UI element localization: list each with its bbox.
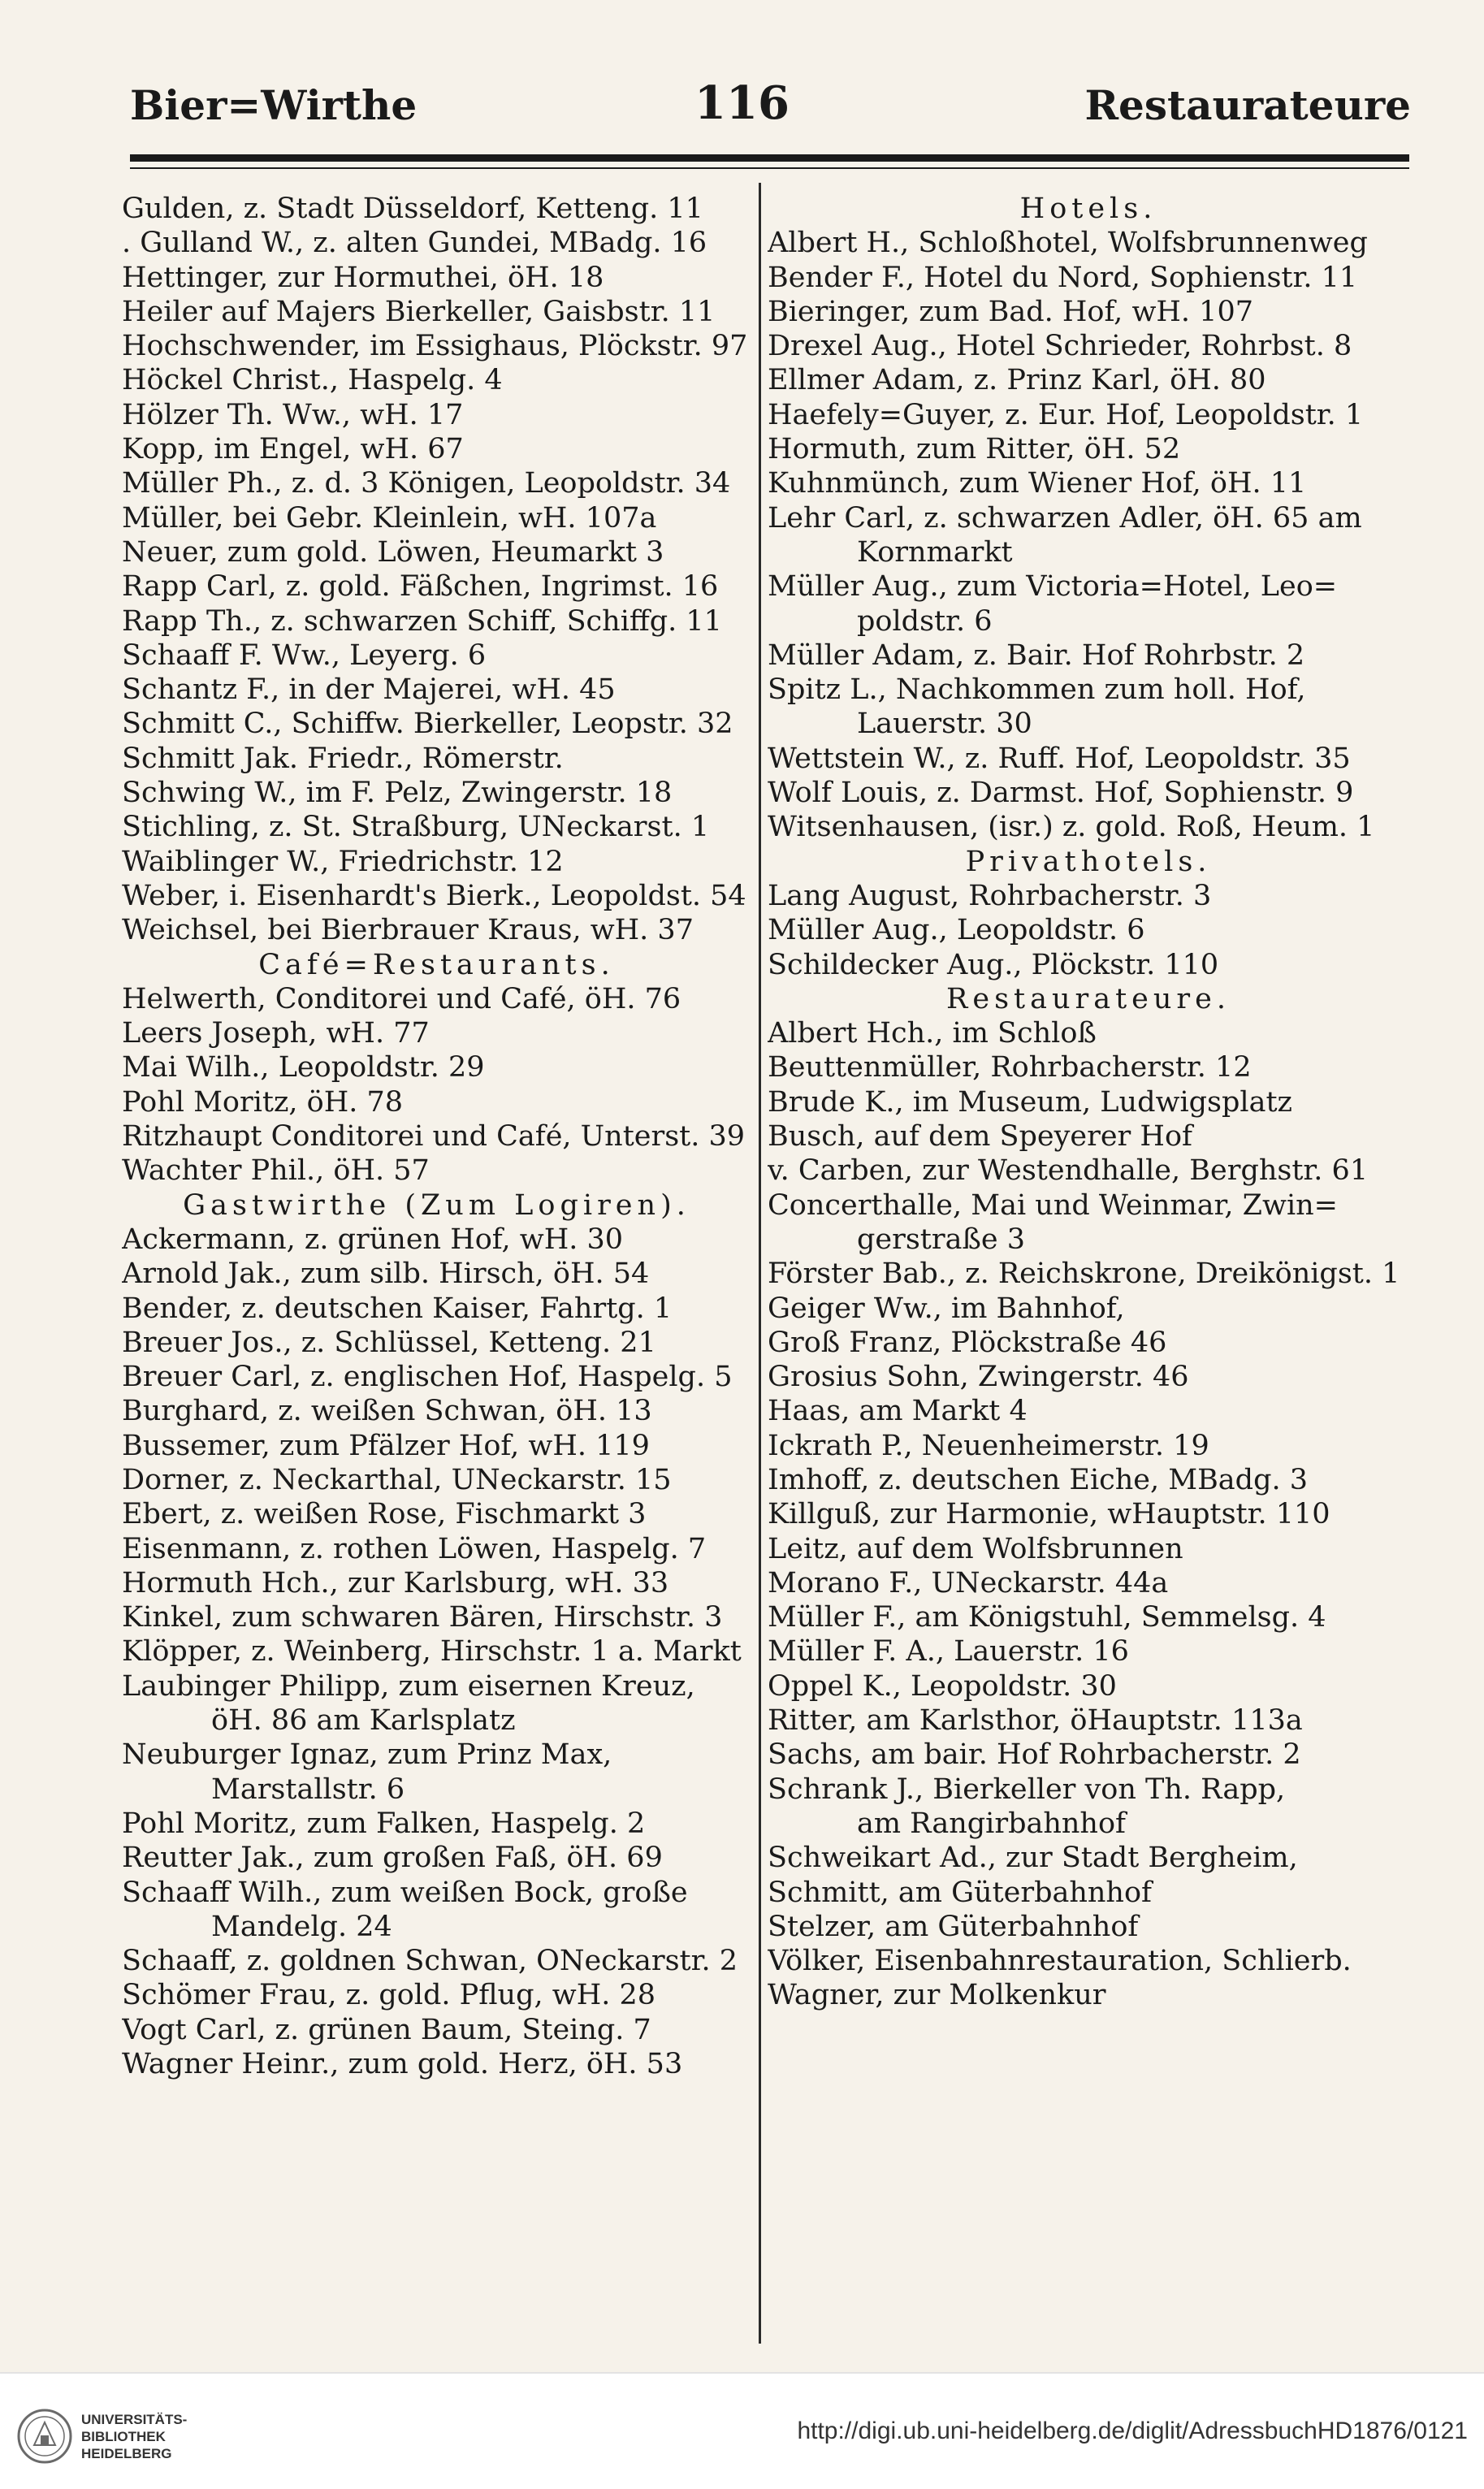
directory-entry: Schaaff Wilh., zum weißen Bock, große	[122, 1876, 688, 1909]
directory-entry: Schmitt C., Schiffw. Bierkeller, Leopstr. 32	[122, 708, 733, 741]
directory-entry: Stelzer, am Güterbahnhof	[768, 1910, 1139, 1943]
directory-entry: Schmitt Jak. Friedr., Römerstr.	[122, 742, 564, 775]
directory-entry: Bussemer, zum Pfälzer Hof, wH. 119	[122, 1429, 650, 1462]
directory-entry: Neuburger Ignaz, zum Prinz Max,	[122, 1738, 612, 1772]
directory-entry: Bieringer, zum Bad. Hof, wH. 107	[768, 295, 1253, 328]
left-column	[122, 192, 751, 2081]
page-number: 116	[694, 76, 790, 130]
library-name-line3: HEIDELBERG	[81, 2446, 172, 2461]
section-heading: Gastwirthe (Zum Logiren).	[183, 1188, 690, 1222]
directory-entry: Ebert, z. weißen Rose, Fischmarkt 3	[122, 1498, 647, 1531]
directory-entry: Müller F. A., Lauerstr. 16	[768, 1635, 1129, 1669]
directory-entry: Ellmer Adam, z. Prinz Karl, öH. 80	[768, 364, 1266, 397]
directory-entry: v. Carben, zur Westendhalle, Berghstr. 61	[768, 1154, 1369, 1188]
directory-entry: Mai Wilh., Leopoldstr. 29	[122, 1051, 485, 1084]
directory-entry: Pohl Moritz, öH. 78	[122, 1085, 404, 1119]
directory-entry: Wagner, zur Molkenkur	[768, 1979, 1106, 2012]
directory-entry: Marstallstr. 6	[211, 1773, 405, 1806]
directory-entry: Ritter, am Karlsthor, öHauptstr. 113a	[768, 1704, 1303, 1738]
directory-entry: Neuer, zum gold. Löwen, Heumarkt 3	[122, 535, 664, 569]
directory-entry: Müller, bei Gebr. Kleinlein, wH. 107a	[122, 501, 657, 535]
section-heading: Restaurateure.	[946, 982, 1231, 1015]
directory-entry: Müller Aug., zum Victoria=Hotel, Leo=	[768, 570, 1338, 604]
directory-entry: Killguß, zur Harmonie, wHauptstr. 110	[768, 1498, 1330, 1531]
directory-entry: Heiler auf Majers Bierkeller, Gaisbstr. 11	[122, 295, 716, 328]
directory-entry: Burghard, z. weißen Schwan, öH. 13	[122, 1395, 652, 1428]
directory-entry: Groß Franz, Plöckstraße 46	[768, 1326, 1167, 1359]
section-heading: Privathotels.	[965, 845, 1212, 878]
directory-entry: Oppel K., Leopoldstr. 30	[768, 1669, 1117, 1703]
directory-entry: Reutter Jak., zum großen Faß, öH. 69	[122, 1842, 663, 1875]
directory-entry: Lang August, Rohrbacherstr. 3	[768, 879, 1212, 912]
directory-entry: Concerthalle, Mai und Weinmar, Zwin=	[768, 1188, 1338, 1222]
directory-entry: Hormuth, zum Ritter, öH. 52	[768, 433, 1181, 466]
library-name-line1: UNIVERSITÄTS-	[81, 2412, 188, 2427]
directory-entry: Albert H., Schloßhotel, Wolfsbrunnenweg	[768, 227, 1368, 260]
university-seal-icon	[16, 2408, 73, 2465]
directory-entry: Wagner Heinr., zum gold. Herz, öH. 53	[122, 2048, 683, 2081]
directory-entry: Vogt Carl, z. grünen Baum, Steing. 7	[122, 2013, 651, 2046]
directory-entry: Stichling, z. St. Straßburg, UNeckarst. 1	[122, 811, 710, 844]
directory-entry: Breuer Jos., z. Schlüssel, Ketteng. 21	[122, 1326, 656, 1359]
directory-entry: Höckel Christ., Haspelg. 4	[122, 364, 503, 397]
directory-entry: Brude K., im Museum, Ludwigsplatz	[768, 1085, 1292, 1119]
header-right: Restaurateure	[1084, 81, 1411, 129]
directory-entry: Schweikart Ad., zur Stadt Bergheim,	[768, 1842, 1298, 1875]
directory-entry: Lehr Carl, z. schwarzen Adler, öH. 65 am	[768, 501, 1362, 535]
section-heading: Hotels.	[1019, 193, 1157, 225]
directory-entry: Kornmarkt	[857, 535, 1013, 569]
header-left: Bier=Wirthe	[130, 81, 418, 129]
directory-entry: Schaaff, z. goldnen Schwan, ONeckarstr. 2	[122, 1945, 738, 1978]
directory-entry: . Gulland W., z. alten Gundei, MBadg. 16	[122, 227, 707, 260]
directory-entry: Helwerth, Conditorei und Café, öH. 76	[122, 982, 681, 1015]
directory-entry: Busch, auf dem Speyerer Hof	[768, 1120, 1192, 1154]
directory-entry: Gulden, z. Stadt Düsseldorf, Ketteng. 11	[122, 193, 703, 225]
header-rule-thin	[130, 167, 1409, 169]
directory-entry: Hormuth Hch., zur Karlsburg, wH. 33	[122, 1566, 669, 1599]
directory-entry: am Rangirbahnhof	[857, 1807, 1126, 1840]
directory-entry: Albert Hch., im Schloß	[768, 1017, 1097, 1050]
directory-entry: Waiblinger W., Friedrichstr. 12	[122, 845, 564, 878]
directory-entry: poldstr. 6	[857, 604, 993, 638]
directory-entry: Morano F., UNeckarstr. 44a	[768, 1566, 1169, 1599]
directory-entry: Kinkel, zum schwaren Bären, Hirschstr. 3	[122, 1601, 723, 1634]
directory-entry: Müller F., am Königstuhl, Semmelsg. 4	[768, 1601, 1326, 1634]
directory-entry: Arnold Jak., zum silb. Hirsch, öH. 54	[122, 1257, 650, 1291]
right-column	[768, 192, 1409, 2013]
directory-entry: Müller Adam, z. Bair. Hof Rohrbstr. 2	[768, 638, 1305, 672]
directory-entry: Drexel Aug., Hotel Schrieder, Rohrbst. 8	[768, 330, 1352, 363]
directory-entry: Müller Aug., Leopoldstr. 6	[768, 914, 1145, 947]
directory-entry: Schömer Frau, z. gold. Pflug, wH. 28	[122, 1979, 656, 2012]
directory-entry: Witsenhausen, (isr.) z. gold. Roß, Heum. 1	[768, 811, 1375, 844]
directory-entry: Schildecker Aug., Plöckstr. 110	[768, 948, 1219, 981]
section-heading: Café=Restaurants.	[258, 948, 615, 981]
directory-entry: Weichsel, bei Bierbrauer Kraus, wH. 37	[122, 914, 694, 947]
directory-entry: Haefely=Guyer, z. Eur. Hof, Leopoldstr. 1	[768, 398, 1364, 431]
directory-entry: Haas, am Markt 4	[768, 1395, 1028, 1428]
directory-entry: Bender F., Hotel du Nord, Sophienstr. 11	[768, 261, 1358, 294]
directory-entry: Hochschwender, im Essighaus, Plöckstr. 97	[122, 330, 748, 363]
directory-entry: Grosius Sohn, Zwingerstr. 46	[768, 1361, 1189, 1394]
directory-entry: Lauerstr. 30	[857, 708, 1032, 741]
directory-entry: Dorner, z. Neckarthal, UNeckarstr. 15	[122, 1463, 672, 1496]
directory-entry: gerstraße 3	[857, 1223, 1025, 1256]
directory-entry: Mandelg. 24	[211, 1910, 392, 1943]
page-header	[0, 76, 1484, 146]
directory-entry: Schrank J., Bierkeller von Th. Rapp,	[768, 1773, 1286, 1806]
directory-entry: Leers Joseph, wH. 77	[122, 1017, 430, 1050]
directory-entry: Ackermann, z. grünen Hof, wH. 30	[122, 1223, 624, 1256]
directory-entry: Imhoff, z. deutschen Eiche, MBadg. 3	[768, 1463, 1308, 1496]
directory-entry: Schantz F., in der Majerei, wH. 45	[122, 673, 616, 707]
directory-entry: Bender, z. deutschen Kaiser, Fahrtg. 1	[122, 1292, 673, 1325]
directory-entry: Wettstein W., z. Ruff. Hof, Leopoldstr. 35	[768, 742, 1351, 775]
directory-entry: Müller Ph., z. d. 3 Königen, Leopoldstr. 34	[122, 467, 731, 500]
directory-entry: Geiger Ww., im Bahnhof,	[768, 1292, 1125, 1325]
directory-entry: Rapp Th., z. schwarzen Schiff, Schiffg. 11	[122, 604, 722, 638]
directory-entry: Schmitt, am Güterbahnhof	[768, 1876, 1152, 1909]
directory-entry: Hettinger, zur Hormuthei, öH. 18	[122, 261, 604, 294]
directory-entry: Beuttenmüller, Rohrbacherstr. 12	[768, 1051, 1252, 1084]
directory-entry: Kopp, im Engel, wH. 67	[122, 433, 464, 466]
directory-entry: Wolf Louis, z. Darmst. Hof, Sophienstr. 9	[768, 777, 1354, 810]
library-name	[81, 2411, 187, 2462]
column-divider	[759, 183, 761, 2344]
directory-entry: Breuer Carl, z. englischen Hof, Haspelg. 5	[122, 1361, 733, 1394]
directory-entry: Klöpper, z. Weinberg, Hirschstr. 1 a. Markt	[122, 1635, 742, 1669]
directory-entry: Rapp Carl, z. gold. Fäßchen, Ingrimst. 16	[122, 570, 719, 604]
directory-entry: Wachter Phil., öH. 57	[122, 1154, 430, 1188]
library-name-line2: BIBLIOTHEK	[81, 2429, 166, 2444]
directory-entry: Eisenmann, z. rothen Löwen, Haspelg. 7	[122, 1532, 707, 1565]
directory-entry: Förster Bab., z. Reichskrone, Dreikönigst. 1	[768, 1257, 1400, 1291]
directory-entry: Hölzer Th. Ww., wH. 17	[122, 398, 464, 431]
directory-entry: Schwing W., im F. Pelz, Zwingerstr. 18	[122, 777, 673, 810]
directory-entry: Pohl Moritz, zum Falken, Haspelg. 2	[122, 1807, 646, 1840]
directory-entry: Laubinger Philipp, zum eisernen Kreuz,	[122, 1669, 695, 1703]
directory-entry: Kuhnmünch, zum Wiener Hof, öH. 11	[768, 467, 1307, 500]
directory-entry: Schaaff F. Ww., Leyerg. 6	[122, 638, 487, 672]
directory-entry: Ickrath P., Neuenheimerstr. 19	[768, 1429, 1209, 1462]
directory-entry: Sachs, am bair. Hof Rohrbacherstr. 2	[768, 1738, 1301, 1772]
directory-entry: Ritzhaupt Conditorei und Café, Unterst. 39	[122, 1120, 746, 1154]
directory-entry: Leitz, auf dem Wolfsbrunnen	[768, 1532, 1183, 1565]
directory-entry: Völker, Eisenbahnrestauration, Schlierb.	[768, 1945, 1352, 1978]
viewer-footer	[0, 2372, 1484, 2489]
header-rule-thick	[130, 154, 1409, 162]
source-url-link[interactable]: http://digi.ub.uni-heidelberg.de/diglit/AdressbuchHD1876/0121	[797, 2418, 1468, 2444]
directory-entry: Weber, i. Eisenhardt's Bierk., Leopoldst. 54	[122, 879, 746, 912]
directory-entry: Spitz L., Nachkommen zum holl. Hof,	[768, 673, 1306, 707]
directory-entry: öH. 86 am Karlsplatz	[211, 1704, 516, 1738]
